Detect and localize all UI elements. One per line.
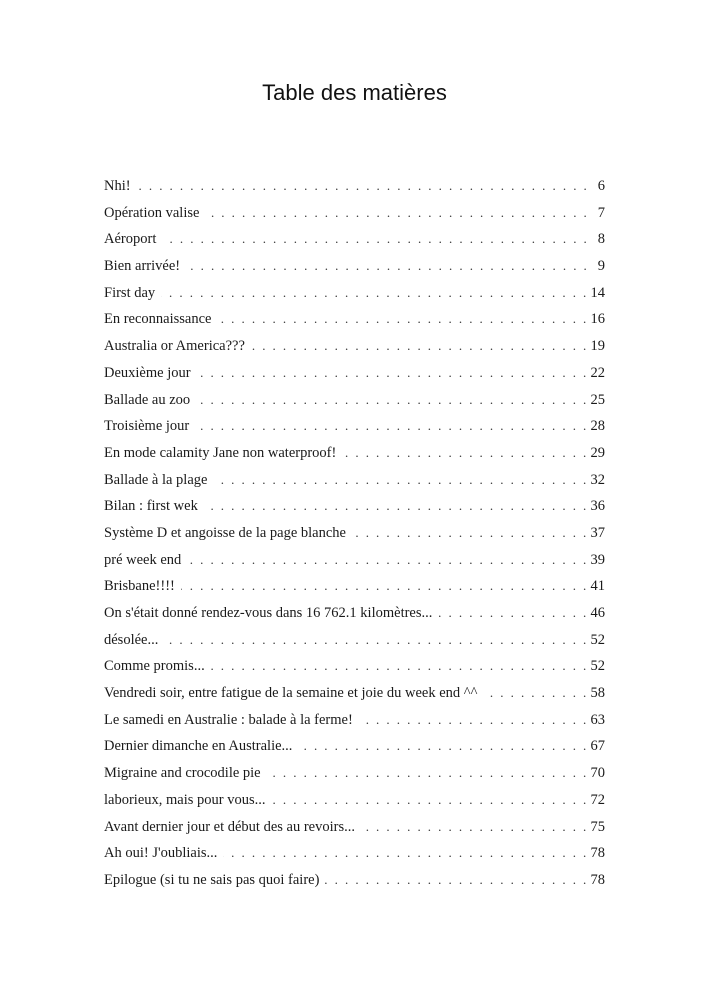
dot-leader [438,602,586,624]
dot-leader [195,415,586,437]
toc-entry-title: Troisième jour [104,418,190,435]
toc-entry-page: 29 [590,444,605,461]
toc-entry-page: 7 [597,204,605,221]
toc-entry-page: 63 [590,711,605,728]
toc-entry-title: Le samedi en Australie : balade à la ferme! [104,711,353,728]
dot-leader [162,228,587,250]
toc-entry[interactable] [104,842,605,869]
toc-entry[interactable] [104,869,605,896]
toc-entry[interactable] [104,415,605,442]
dot-leader [251,335,587,357]
toc-entry-page: 36 [590,498,605,515]
toc-entry[interactable] [104,575,605,602]
toc-entry-title: Epilogue (si tu ne sais pas quoi faire) [104,871,320,888]
toc-entry[interactable] [104,816,605,843]
toc-entry[interactable] [104,762,605,789]
table-of-contents [104,175,605,896]
toc-entry-title: Comme promis... [104,658,205,675]
toc-entry-title: Brisbane!!!! [104,578,175,595]
toc-entry[interactable] [104,655,605,682]
toc-entry-title: Ballade à la plage [104,471,208,488]
toc-entry-page: 14 [590,284,605,301]
toc-entry[interactable] [104,255,605,282]
toc-entry-page: 25 [590,391,605,408]
dot-leader [218,308,587,330]
toc-entry[interactable] [104,682,605,709]
toc-entry-title: Bilan : first wek [104,498,198,515]
toc-entry-page: 37 [590,524,605,541]
dot-leader [352,522,587,544]
toc-entry-title: First day [104,284,156,301]
toc-entry[interactable] [104,362,605,389]
dot-leader [211,655,587,677]
toc-entry-page: 28 [590,418,605,435]
dot-leader [186,255,587,277]
dot-leader [361,816,587,838]
dot-leader [164,629,586,651]
dot-leader [483,682,586,704]
toc-entry[interactable] [104,308,605,335]
toc-entry-title: Aéroport [104,231,157,248]
toc-entry-page: 16 [590,311,605,328]
toc-entry-title: Dernier dimanche en Australie... [104,738,293,755]
toc-entry-page: 70 [590,765,605,782]
dot-leader [342,442,586,464]
toc-entry-page: 46 [590,605,605,621]
dot-leader [137,175,587,197]
dot-leader [267,762,587,784]
toc-entry-title: Opération valise [104,204,200,221]
toc-entry-page: 78 [590,871,605,888]
dot-leader [187,549,586,571]
toc-entry-title: Avant dernier jour et début des au revoirs... [104,818,355,835]
toc-entry-page: 41 [590,578,605,595]
dot-leader [204,495,587,517]
toc-entry[interactable] [104,735,605,762]
toc-entry-page: 9 [597,258,605,275]
dot-leader [161,282,586,304]
toc-entry-title: pré week end [104,551,182,568]
toc-entry-title: En reconnaissance [104,311,212,328]
dot-leader [213,469,586,491]
toc-entry-title: En mode calamity Jane non waterproof! [104,444,337,461]
toc-entry[interactable] [104,335,605,362]
toc-entry[interactable] [104,495,605,522]
toc-entry-page: 22 [590,364,605,381]
toc-entry[interactable] [104,202,605,229]
toc-entry[interactable] [104,228,605,255]
toc-entry-title: Ah oui! J'oubliais... [104,845,218,862]
toc-entry-page: 19 [590,338,605,355]
toc-entry[interactable] [104,442,605,469]
toc-entry[interactable] [104,389,605,416]
toc-entry-page: 8 [597,231,605,248]
dot-leader [196,389,586,411]
dot-leader [205,202,587,224]
toc-entry-page: 75 [590,818,605,835]
toc-entry-page: 58 [590,685,605,702]
toc-entry-title: Ballade au zoo [104,391,191,408]
toc-entry[interactable] [104,175,605,202]
toc-entry-page: 52 [590,658,605,675]
toc-entry-title: Vendredi soir, entre fatigue de la semaine et joie du week end ^^ [104,685,478,702]
toc-entry-title: Deuxième jour [104,364,191,381]
toc-entry-title: laborieux, mais pour vous... [104,791,266,808]
page-title: Table des matières [262,80,447,105]
toc-entry-page: 6 [597,178,605,194]
toc-entry-page: 67 [590,738,605,755]
toc-entry-title: On s'était donné rendez-vous dans 16 762.1 kilomètres... [104,605,433,621]
toc-entry-title: Bien arrivée! [104,258,181,275]
dot-leader [197,362,587,384]
toc-entry[interactable] [104,629,605,656]
toc-entry-title: désolée... [104,631,159,648]
toc-entry-page: 32 [590,471,605,488]
toc-entry-page: 39 [590,551,605,568]
toc-entry[interactable] [104,549,605,576]
toc-entry-title: Système D et angoisse de la page blanche [104,524,346,541]
dot-leader [298,735,586,757]
toc-entry[interactable] [104,522,605,549]
dot-leader [325,869,586,891]
toc-entry-title: Australia or America??? [104,338,245,355]
toc-entry-page: 78 [590,845,605,862]
toc-entry[interactable] [104,789,605,816]
toc-entry[interactable] [104,469,605,496]
toc-entry-title: Migraine and crocodile pie [104,765,261,782]
dot-leader [359,709,587,731]
toc-entry-page: 72 [590,791,605,808]
dot-leader [223,842,586,864]
dot-leader [272,789,587,811]
toc-entry[interactable] [104,602,605,629]
toc-entry-title: Nhi! [104,178,131,194]
dot-leader [181,575,587,597]
toc-entry-page: 52 [590,631,605,648]
toc-entry[interactable] [104,282,605,309]
toc-entry[interactable] [104,709,605,736]
